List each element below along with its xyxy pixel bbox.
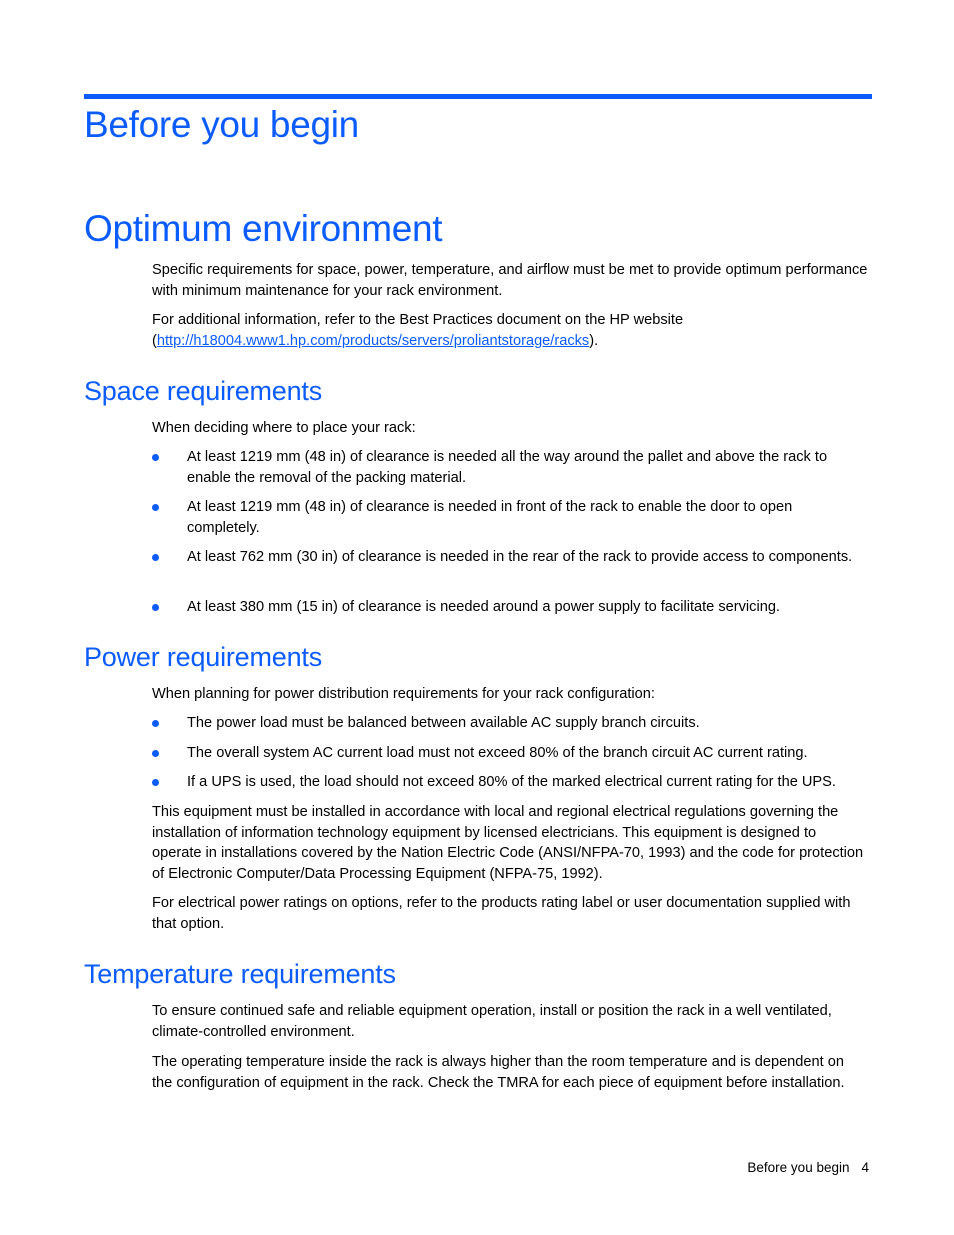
bullet-icon (152, 720, 159, 727)
power-intro: When planning for power distribution requirements for your rack configuration: (152, 686, 655, 702)
list-item-text: At least 1219 mm (48 in) of clearance is needed in front of the rack to enable the door to open completely. (187, 499, 793, 536)
list-item-text: If a UPS is used, the load should not exceed 80% of the marked electrical current rating for the UPS. (187, 774, 836, 790)
paren-open: ( (152, 332, 157, 349)
bullet-icon (152, 604, 159, 611)
section-heading-power-requirements: Power requirements (84, 642, 323, 672)
temperature-paragraph-1: To ensure continued safe and reliable equipment operation, install or position the rack in a well ventilated, climate-controlled environment. (152, 1003, 832, 1040)
paren-close: ). (589, 332, 599, 349)
section-heading-temperature-requirements: Temperature requirements (84, 959, 396, 989)
optimum-paragraph-2 (152, 310, 868, 351)
list-item (152, 713, 868, 734)
section-heading-space-requirements: Space requirements (84, 376, 323, 406)
list-item (152, 597, 868, 618)
list-item (152, 547, 868, 568)
power-paragraph-2: For electrical power ratings on options, refer to the products rating label or user documentation supplied with that option. (152, 895, 851, 932)
list-item (152, 447, 868, 488)
chapter-title: Before you begin (84, 104, 359, 145)
page-footer (747, 1158, 869, 1178)
list-item-text: The power load must be balanced between available AC supply branch circuits. (187, 715, 700, 731)
list-item-text: The overall system AC current load must not exceed 80% of the branch circuit AC current rating. (187, 745, 808, 761)
bullet-icon (152, 779, 159, 786)
list-item-text: At least 1219 mm (48 in) of clearance is needed all the way around the pallet and above the rack to enable the removal of the packing material. (187, 449, 828, 486)
list-item (152, 743, 868, 764)
space-intro: When deciding where to place your rack: (152, 420, 416, 436)
list-item (152, 772, 868, 793)
chapter-top-rule (84, 94, 872, 99)
hp-racks-link[interactable]: http://h18004.www1.hp.com/products/servers/proliantstorage/racks (156, 332, 590, 349)
optimum-paragraph-2-text: For additional information, refer to the Best Practices document on the HP website (152, 312, 684, 328)
temperature-paragraph-2: The operating temperature inside the rack is always higher than the room temperature and is dependent on the configuration of equipment in the rack. Check the TMRA for each piece of equipment before installation. (152, 1054, 845, 1091)
bullet-icon (152, 554, 159, 561)
bullet-icon (152, 454, 159, 461)
section-heading-optimum-environment: Optimum environment (84, 208, 443, 249)
bullet-icon (152, 504, 159, 511)
power-paragraph-1: This equipment must be installed in accordance with local and regional electrical regulations governing the installation of information technology equipment by licensed electricians. This equipment is designed to operate in installations covered by the Nation Electric Code (ANSI/NFPA-70, 1993) and the code for protection of Electronic Computer/Data Processing Equipment (NFPA-75, 1992). (152, 804, 864, 882)
list-item (152, 497, 868, 538)
list-item-text: At least 762 mm (30 in) of clearance is needed in the rear of the rack to provide access to components. (187, 549, 853, 565)
optimum-paragraph-1: Specific requirements for space, power, temperature, and airflow must be met to provide optimum performance with minimum maintenance for your rack environment. (152, 262, 868, 299)
footer-label: Before you begin (747, 1160, 850, 1175)
bullet-icon (152, 750, 159, 757)
list-item-text: At least 380 mm (15 in) of clearance is needed around a power supply to facilitate servicing. (187, 599, 780, 615)
page-number: 4 (861, 1160, 869, 1175)
